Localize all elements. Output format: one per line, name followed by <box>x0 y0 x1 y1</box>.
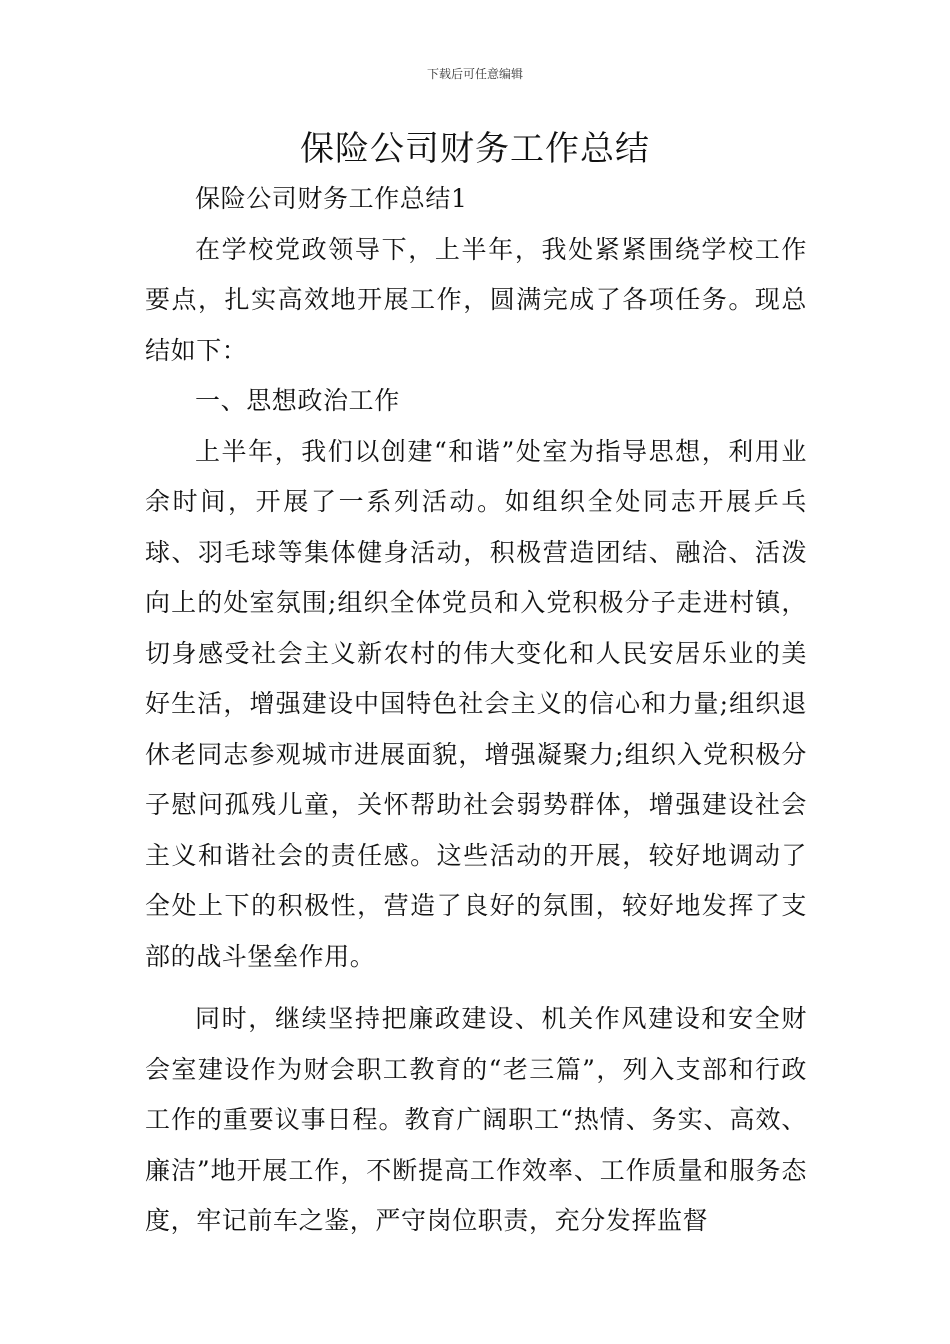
paragraph-integrity: 同时，继续坚持把廉政建设、机关作风建设和安全财会室建设作为财会职工教育的“老三篇”，列入支部和行政工作的重要议事日程。教育广阔职工“热情、务实、高效、廉洁”地开展工作，不断提高工作效率、工作质量和服务态度，牢记前车之鉴，严守岗位职责，充分发挥监督 <box>145 1004 807 1235</box>
document-title: 保险公司财务工作总结 <box>300 129 650 169</box>
document-body <box>145 174 807 1247</box>
paragraph-intro: 在学校党政领导下，上半年，我处紧紧围绕学校工作要点，扎实高效地开展工作，圆满完成了各项任务。现总结如下： <box>145 234 807 365</box>
paragraph-activities: 上半年，我们以创建“和谐”处室为指导思想，利用业余时间，开展了一系列活动。如组织全处同志开展乒乓球、羽毛球等集体健身活动，积极营造团结、融洽、活泼向上的处室氛围;组织全体党员和入党积极分子走进村镇，切身感受社会主义新农村的伟大变化和人民安居乐业的美好生活，增强建设中国特色社会主义的信心和力量;组织退休老同志参观城市进展面貌，增强凝聚力;组织入党积极分子慰问孤残儿童，关怀帮助社会弱势群体，增强建设社会主义和谐社会的责任感。这些活动的开展，较好地调动了全处上下的积极性，营造了良好的氛围，较好地发挥了支部的战斗堡垒作用。 <box>145 436 807 971</box>
header-note: 下载后可任意编辑 <box>426 67 523 81</box>
section-heading: 一、思想政治工作 <box>195 386 400 415</box>
paragraph-subtitle: 保险公司财务工作总结1 <box>195 184 468 213</box>
